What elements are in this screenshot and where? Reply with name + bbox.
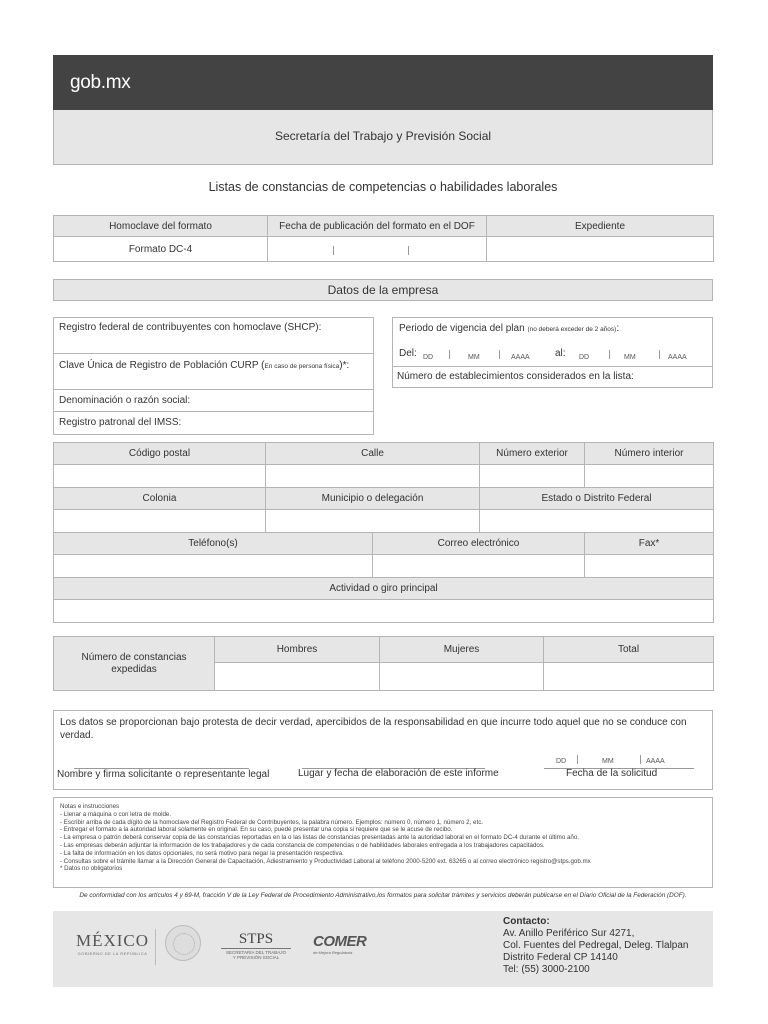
fecha-aaaa: AAAA: [646, 758, 665, 765]
del-aaaa: AAAA: [511, 354, 530, 361]
fax-field[interactable]: [585, 555, 714, 578]
contact-title: Contacto:: [503, 916, 550, 927]
num-int-header: Número interior: [585, 443, 714, 465]
correo-header: Correo electrónico: [373, 533, 585, 555]
municipio-header: Municipio o delegación: [266, 488, 480, 510]
al-aaaa: AAAA: [668, 354, 687, 361]
rfc-label: Registro federal de contribuyentes con homoclave (SHCP):: [59, 322, 322, 333]
firma-label: Nombre y firma solicitante o representante legal: [57, 769, 270, 780]
datos-empresa-title: Datos de la empresa: [53, 279, 713, 301]
legal-text: De conformidad con los artículos 4 y 69-M, fracción V de la Ley Federal de Procedimiento Administrativo,los formatos para solicitar trámites y servicios deberán publicarse en el Diario Oficial de la Federación (DOF).: [79, 892, 687, 899]
secretaria-title: Secretaría del Trabajo y Previsión Social: [53, 110, 713, 165]
num-int-field[interactable]: [585, 465, 714, 488]
del-mm: MM: [468, 354, 480, 361]
note-item: - La empresa o patrón deberá conservar copia de las constancias reportadas en la o las listas de constancias presentadas ante la autoridad laboral en el formato DC-4 durante el último año.: [60, 834, 580, 842]
empresa-left-box: [53, 317, 374, 435]
rfc-field[interactable]: [54, 318, 373, 354]
num-ext-field[interactable]: [480, 465, 585, 488]
fecha-label: Fecha de la solicitud: [566, 768, 658, 779]
homoclave-header: Homoclave del formato: [54, 216, 268, 237]
protesta-box: [53, 710, 713, 790]
homoclave-value: Formato DC-4: [54, 237, 268, 262]
mujeres-header: Mujeres: [380, 637, 544, 663]
municipio-field[interactable]: [266, 510, 480, 533]
mexico-logo: MÉXICO GOBIERNO DE LA REPÚBLICA: [75, 931, 150, 956]
expediente-header: Expediente: [487, 216, 714, 237]
note-item: - La falta de información en los datos opcionales, no será motivo para negar la presentación respectiva.: [60, 849, 344, 857]
razon-social-field[interactable]: [54, 390, 373, 412]
constancias-table: [53, 636, 714, 691]
estado-header: Estado o Distrito Federal: [480, 488, 714, 510]
contact-info: [503, 916, 688, 976]
gobmx-header: [53, 55, 713, 110]
al-dd: DD: [579, 354, 590, 361]
stps-logo: STPS SECRETARÍA DEL TRABAJO Y PREVISIÓN SOCIAL: [221, 931, 291, 960]
cofemer-logo: COMER de Mejora Regulatoria: [313, 933, 367, 955]
constancias-label: Número de constancias expedidas: [54, 637, 215, 691]
footer: [53, 911, 713, 987]
escudo-icon: [165, 925, 201, 961]
imss-field[interactable]: [54, 412, 373, 434]
num-ext-header: Número exterior: [480, 443, 585, 465]
hombres-header: Hombres: [215, 637, 380, 663]
lugar-label: Lugar y fecha de elaboración de este informe: [298, 768, 499, 779]
note-item: - Consultas sobre el trámite llamar a la Dirección General de Capacitación, Adiestramiento y Productividad Laboral al teléfono 2000-5200 ext. 63265 o al correo electrónico registro@stps.gob.mx: [60, 857, 591, 865]
contact-line: Col. Fuentes del Pedregal, Deleg. Tlalpan: [503, 940, 689, 951]
imss-label: Registro patronal del IMSS:: [59, 417, 182, 428]
del-dd: DD: [423, 354, 434, 361]
hombres-field[interactable]: [215, 663, 380, 691]
note-item: - Llenar a máquina o con letra de molde.: [60, 810, 172, 818]
mujeres-field[interactable]: [380, 663, 544, 691]
expediente-field[interactable]: [487, 237, 714, 262]
actividad-header: Actividad o giro principal: [54, 578, 714, 600]
notes-title: Notas e instrucciones: [60, 803, 120, 810]
curp-label: Clave Única de Registro de Población CURP (En caso de persona física)*:: [59, 360, 350, 371]
form-title: Listas de constancias de competencias o habilidades laborales: [208, 180, 558, 194]
establecimientos-field[interactable]: [393, 366, 712, 387]
protesta-text: Los datos se proporcionan bajo protesta de decir verdad, apercibidos de la responsabilidad en que incurre todo aquel que no se conduce con verdad.: [60, 717, 687, 741]
notes-box: [53, 797, 713, 888]
correo-field[interactable]: [373, 555, 585, 578]
fecha-dof-field[interactable]: [268, 237, 487, 262]
calle-field[interactable]: [266, 465, 480, 488]
total-header: Total: [544, 637, 714, 663]
fecha-dof-header: Fecha de publicación del formato en el DOF: [268, 216, 487, 237]
colonia-header: Colonia: [54, 488, 266, 510]
fecha-dd: DD: [556, 758, 567, 765]
contact-line: Distrito Federal CP 14140: [503, 952, 618, 963]
cp-field[interactable]: [54, 465, 266, 488]
format-info-table: [53, 215, 714, 262]
total-field[interactable]: [544, 663, 714, 691]
del-label: Del:: [399, 348, 417, 359]
cp-header: Código postal: [54, 443, 266, 465]
note-item: - Las empresas deberán adjuntar la información de los trabajadores y de cada constancia de competencias o de habilidades laborales entregada a los trabajadores capacitados.: [60, 841, 545, 849]
telefono-field[interactable]: [54, 555, 373, 578]
note-item: - Entregar el formato a la autoridad laboral solamente en original. En su caso, puede presentar una copia si requiere que se le acuse de recibo.: [60, 826, 453, 834]
periodo-dates[interactable]: [393, 341, 712, 366]
fax-header: Fax*: [585, 533, 714, 555]
note-item: * Datos no obligatorios: [60, 865, 123, 873]
curp-field[interactable]: [54, 354, 373, 390]
gobmx-logo[interactable]: gob.mx: [70, 72, 131, 93]
establecimientos-label: Número de establecimientos considerados en la lista:: [397, 371, 634, 382]
colonia-field[interactable]: [54, 510, 266, 533]
fecha-mm: MM: [602, 758, 614, 765]
contact-line: Av. Anillo Periférico Sur 4271,: [503, 928, 635, 939]
calle-header: Calle: [266, 443, 480, 465]
estado-field[interactable]: [480, 510, 714, 533]
address-table: [53, 442, 714, 623]
al-mm: MM: [624, 354, 636, 361]
al-label: al:: [555, 348, 566, 359]
actividad-field[interactable]: [54, 600, 714, 623]
periodo-label: Periodo de vigencia del plan (no deberá exceder de 2 años):: [399, 323, 620, 334]
razon-social-label: Denominación o razón social:: [59, 395, 191, 406]
contact-line: Tel: (55) 3000-2100: [503, 964, 590, 975]
telefono-header: Teléfono(s): [54, 533, 373, 555]
note-item: - Escribir arriba de cada dígito de la homoclave del Registro Federal de Contribuyentes, la palabra número. Ejemplos: número 0, número 1, número 2, etc.: [60, 818, 484, 826]
empresa-right-box: [392, 317, 713, 388]
